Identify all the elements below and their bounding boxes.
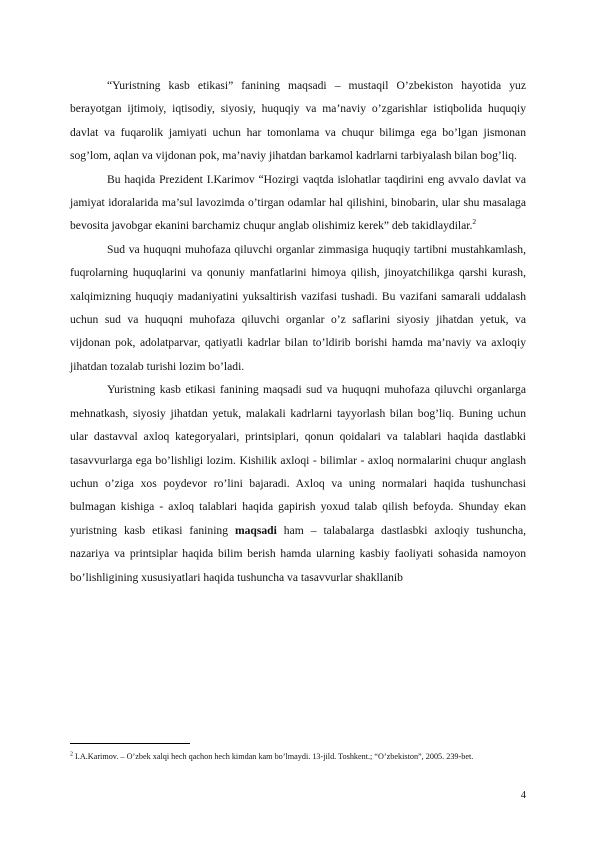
page-number: 4 [520, 790, 526, 801]
footnote [70, 750, 526, 763]
body-text [70, 74, 526, 589]
footnote-reference: 2 [472, 217, 477, 227]
paragraph-2-text: Bu haqida Prezident I.Karimov “Hozirgi vaqtda islohatlar taqdirini eng avvalo davlat va jamiyat idoralarida ma’sul lavozimda o’tirgan odamlar hal qilishini, binobarin, ular shu masalaga bevosita javobgar ekanini barchamiz chuqur anglab olishimiz kerek” deb takidlaydilar. [70, 172, 526, 233]
paragraph-3: Sud va huquqni muhofaza qiluvchi organlar zimmasiga huquqiy tartibni mustahkamlash, fuqrolarning huquqlarini va qonuniy manfatlarini himoya qilish, jinoyatchilikga qarshi kurash, xalqimizning huquqiy madaniyatini yuksaltirish vazifasi tushadi. Bu vazifani samarali uddalash uchun sud va huquqni muhofaza qiluvchi organlar o’z saflarini siyosiy jihatdan yetuk, va vijdonan pok, adolatparvar, qatiyatli kadrlar bilan to’ldirib borishi hamda ma’naviy va axloqiy jihatdan tozalab turishi lozim bo’ladi. [70, 242, 526, 373]
paragraph-4-text-end: ham – talabalarga dastlasbki axloqiy tushuncha, nazariya va printsiplar haqida bilim berish hamda ularning kasbiy faoliyati sohasida namoyon bo’lishligining xususiyatlari haqida tushuncha va tasavvurlar shakllanib [70, 523, 526, 584]
paragraph-1: “Yuristning kasb etikasi” fanining maqsadi – mustaqil O’zbekiston hayotida yuz berayotgan ijtimoiy, iqtisodiy, siyosiy, huquqiy va ma’naviy o’zgarishlar istiqbolida huquqiy davlat va fuqarolik jamiyati uchun har tomonlama va chuqur bilimga ega bo’lgan jismonan sog’lom, aqlan va vijdonan pok, ma’naviy jihatdan barkamol kadrlarni tarbiyalash bilan bog’liq. [70, 79, 526, 163]
paragraph-2 [70, 168, 526, 238]
footnote-text: I.A.Karimov. – O’zbek xalqi hech qachon hech kimdan kam bo’lmaydi. 13-jild. Toshkent.; “O’zbekiston”, 2005. 239-bet. [75, 752, 474, 761]
footnote-number: 2 [70, 751, 73, 758]
paragraph-4-text-start: Yuristning kasb etikasi fanining maqsadi sud va huquqni muhofaza qiluvchi organlarga mehnatkash, siyosiy jihatdan yetuk, malakali kadrlarni tayyorlash bilan bog’liq. Buning uchun ular dastavval axloq kategoryalari, printsiplari, qonun qoidalari va talablari haqida dastlabki tasavvurlarga ega bo’lishligi lozim. Kishilik axloqi - bilimlar - axloq normalarini chuqur anglash uchun o’ziga xos poydevor ro’lini bajaradi. Axloq va uning normalari haqida tushunchasi bulmagan kishiga - axloq talablari haqida gapirish yoxud talab qilish befoyda. Shunday ekan yuristning kasb etikasi fanining [70, 383, 526, 537]
footnote-separator [70, 743, 190, 744]
paragraph-4-bold-word: maqsadi [234, 523, 277, 537]
paragraph-4 [70, 378, 526, 589]
